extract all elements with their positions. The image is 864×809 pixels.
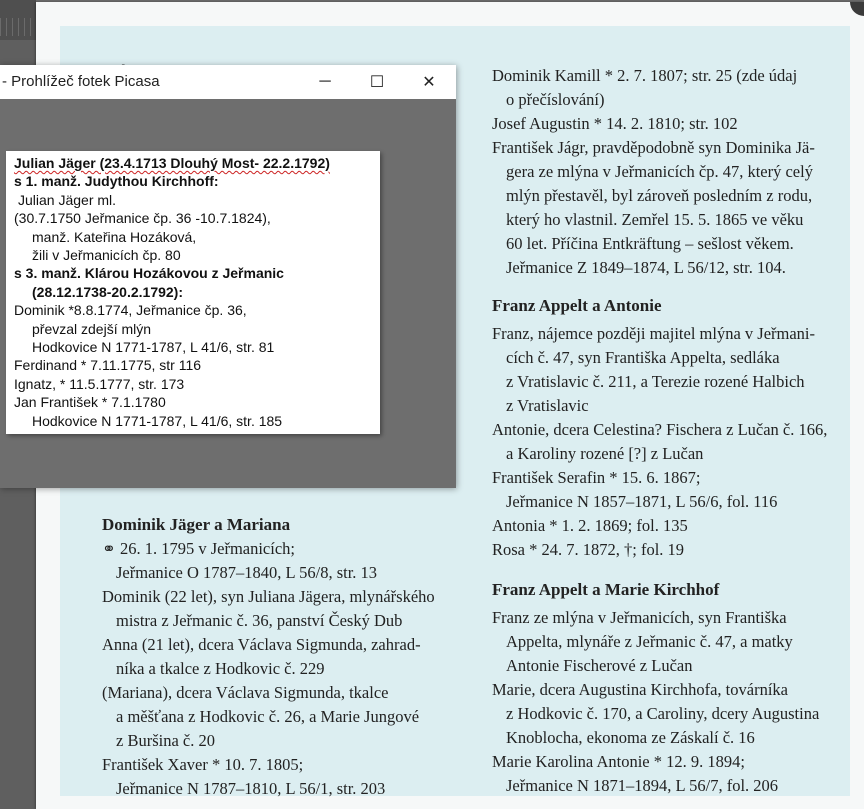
photo-text-content	[14, 154, 380, 430]
right-column	[492, 64, 864, 798]
text-line: Marie, dcera Augustina Kirchhofa, továrníka	[492, 680, 788, 699]
text-line: Jeřmanice O 1787–1840, L 56/8, str. 13	[116, 563, 378, 582]
text-line: Rosa * 24. 7. 1872, †; fol. 19	[492, 540, 685, 559]
text-line: z Vratislavic	[506, 396, 589, 415]
note-line: převzal zdejší mlýn	[32, 320, 152, 337]
text-line: o přečíslování)	[506, 90, 605, 109]
text-line: František Jágr, pravděpodobně syn Dominika Jä-	[492, 138, 815, 157]
text-line: Anna (21 let), dcera Václava Sigmunda, zahrad-	[102, 635, 421, 654]
text-line: Antonia * 1. 2. 1869; fol. 135	[492, 516, 688, 535]
text-line: Knoblocha, ekonoma ze Záskalí č. 16	[506, 728, 755, 747]
text-line: František Serafin * 15. 6. 1867;	[492, 468, 701, 487]
photo-viewer-image[interactable]	[6, 151, 380, 434]
section-heading: Franz Appelt a Marie Kirchhof	[492, 580, 720, 599]
text-line: ⚭ 26. 1. 1795 v Jeřmanicích;	[102, 539, 295, 558]
text-line: Dominik (22 let), syn Juliana Jägera, mlynářského	[102, 587, 435, 606]
note-line: Hodkovice N 1771-1787, L 41/6, str. 185	[32, 412, 283, 429]
note-line: s 3. manž. Klárou Hozákovou z Jeřmanic	[14, 265, 284, 282]
text-line: který ho vlastnil. Zemřel 15. 5. 1865 ve věku	[506, 210, 804, 229]
maximize-button[interactable]	[352, 65, 402, 99]
text-line: Antonie Fischerové z Lučan	[506, 656, 693, 675]
text-line: Jeřmanice N 1857–1871, L 56/6, fol. 116	[506, 492, 778, 511]
note-line: Hodkovice N 1771-1787, L 41/6, str. 81	[32, 339, 275, 356]
text-line: z Vratislavic č. 211, a Terezie rozené Halbich	[506, 372, 805, 391]
text-line: gera ze mlýna v Jeřmanicích čp. 47, který celý	[506, 162, 813, 181]
text-line: Appelta, mlynáře z Jeřmanic č. 47, a matky	[506, 632, 793, 651]
minimize-button[interactable]	[300, 65, 350, 99]
minimize-icon: ─	[319, 73, 331, 90]
ruler-fragment	[0, 18, 36, 36]
close-button[interactable]	[404, 65, 454, 99]
section-heading: Franz Appelt a Antonie	[492, 296, 662, 315]
text-line: mistra z Jeřmanic č. 36, panství Český Dub	[116, 611, 403, 630]
picasa-window[interactable]	[0, 65, 456, 488]
note-line: Jan František * 7.1.1780	[14, 394, 166, 411]
section-heading: Dominik Jäger a Mariana	[102, 515, 291, 534]
note-line: Ignatz, * 11.5.1777, str. 173	[14, 375, 185, 392]
text-line: Franz, nájemce později majitel mlýna v Jeřmani-	[492, 324, 816, 343]
window-title: - Prohlížeč fotek Picasa	[2, 73, 160, 90]
note-line: Julian Jäger ml.	[18, 191, 117, 208]
text-line: 60 let. Příčina Entkräftung – sešlost věkem.	[506, 234, 794, 253]
text-line: Franz ze mlýna v Jeřmanicích, syn Františka	[492, 608, 787, 627]
text-line: Jeřmanice N 1787–1810, L 56/1, str. 203	[116, 779, 386, 798]
note-line: (28.12.1738-20.2.1792):	[32, 283, 183, 300]
note-line: Julian Jäger (23.4.1713 Dlouhý Most- 22.2.1792)	[14, 155, 330, 171]
text-line: a měšťana z Hodkovic č. 26, a Marie Jungové	[116, 707, 420, 726]
note-line: s 1. manž. Judythou Kirchhoff:	[14, 173, 219, 190]
window-titlebar[interactable]	[0, 65, 456, 99]
text-line: Marie Karolina Antonie * 12. 9. 1894;	[492, 752, 745, 771]
text-line: (Mariana), dcera Václava Sigmunda, tkalce	[102, 683, 389, 702]
text-line: Jeřmanice Z 1849–1874, L 56/12, str. 104.	[506, 258, 786, 277]
text-line: Josef Augustin * 14. 2. 1810; str. 102	[492, 114, 738, 133]
note-line: Ferdinand * 7.11.1775, str 116	[14, 357, 202, 374]
left-column	[102, 513, 482, 801]
note-line: (30.7.1750 Jeřmanice čp. 36 -10.7.1824),	[14, 210, 271, 227]
corner-icon	[850, 2, 864, 16]
text-line: Jeřmanice N 1871–1894, L 56/7, fol. 206	[506, 776, 779, 795]
text-line: cích č. 47, syn Františka Appelta, sedláka	[506, 348, 780, 367]
text-line: a Karoliny rozené [?] z Lučan	[506, 444, 704, 463]
text-line: z Buršina č. 20	[116, 731, 215, 750]
close-icon: ✕	[422, 74, 436, 91]
maximize-icon: ☐	[369, 74, 385, 91]
note-line: Dominik *8.8.1774, Jeřmanice čp. 36,	[14, 302, 247, 319]
text-line: Antonie, dcera Celestina? Fischera z Lučan č. 166,	[492, 420, 828, 439]
text-line: Dominik Kamill * 2. 7. 1807; str. 25 (zde údaj	[492, 66, 798, 85]
note-line: žili v Jeřmanicích čp. 80	[32, 247, 181, 264]
note-line: manž. Kateřina Hozáková,	[32, 228, 197, 245]
text-line: mlýn přestavěl, byl zároveň posledním z rodu,	[506, 186, 813, 205]
text-line: níka a tkalce z Hodkovic č. 229	[116, 659, 325, 678]
text-line: František Xaver * 10. 7. 1805;	[102, 755, 304, 774]
text-line: z Hodkovic č. 170, a Caroliny, dcery Augustina	[506, 704, 820, 723]
